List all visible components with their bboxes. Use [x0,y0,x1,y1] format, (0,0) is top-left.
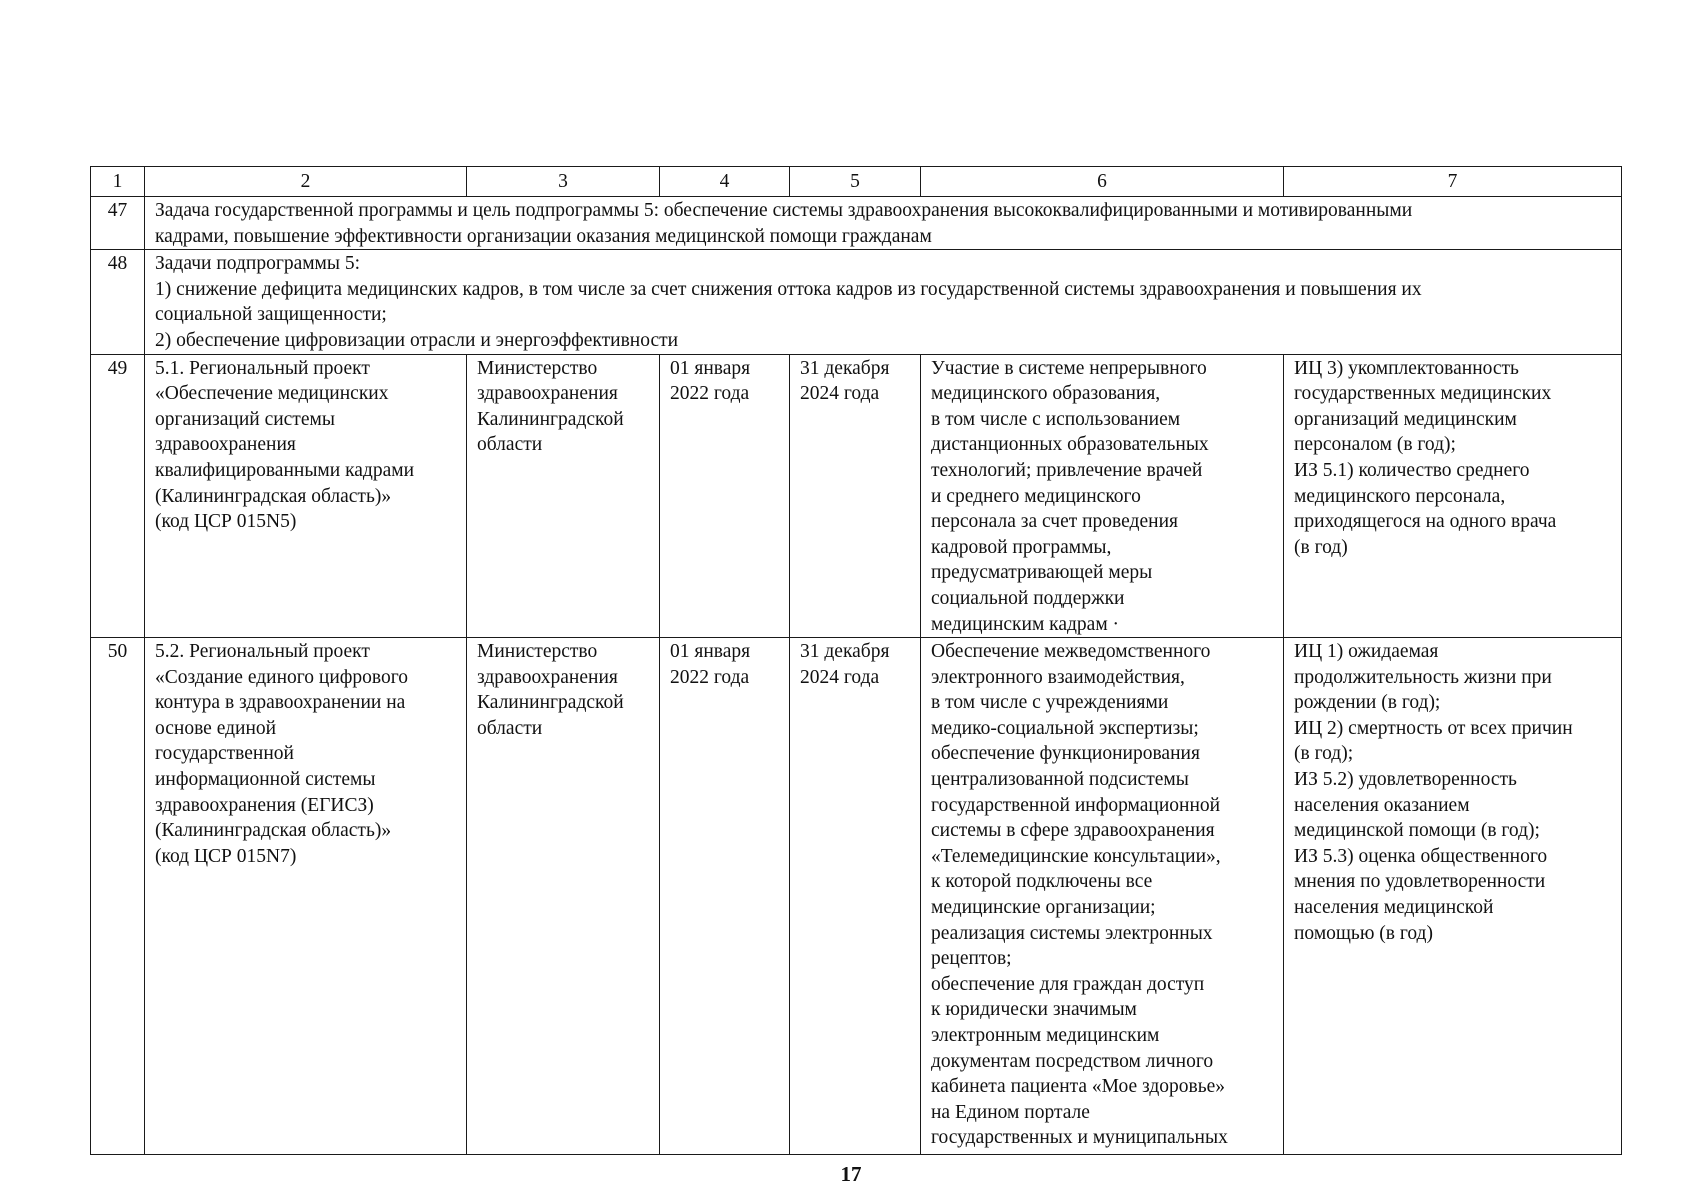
text-line: 2022 года [670,383,750,405]
text-line: «Телемедицинские консультации», [931,845,1221,867]
text-line: «Создание единого цифрового [155,666,409,688]
text-line: ИЗ 5.3) оценка общественного [1294,845,1548,867]
text-line: здравоохранения (ЕГИСЗ) [155,794,374,816]
table-row-49 [91,354,1622,638]
row-number: 48 [91,250,145,354]
text-line: электронного взаимодействия, [931,666,1185,688]
text-line: ИЦ 3) укомплектованность [1294,357,1519,379]
text-line: социальной поддержки [931,587,1125,609]
text-line: 5.2. Региональный проект [155,641,370,663]
text-line: 2024 года [800,666,880,688]
text-line: организаций системы [155,408,335,430]
project-name-cell [145,354,467,638]
text-line: организаций медицинским [1294,408,1517,430]
text-line: документам посредством личного [931,1050,1214,1072]
text-line: Обеспечение межведомственного [931,641,1211,663]
table-row-50 [91,638,1622,1155]
text-line: электронным медицинским [931,1025,1160,1046]
text-line: кабинета пациента «Мое здоровье» [931,1076,1226,1098]
text-line: 01 января [670,641,751,663]
column-number-5: 5 [790,167,921,197]
text-line: предусматривающей меры [931,562,1153,584]
text-line: персоналом (в год); [1294,434,1456,456]
text-line: государственных и муниципальных [931,1127,1228,1149]
text-line: (код ЦСР 015N7) [155,845,297,867]
text-line: 2) обеспечение цифровизации отрасли и энергоэффективности [155,329,679,351]
column-number-1: 1 [91,167,145,197]
text-line: к которой подключены все [931,871,1153,893]
text-line: Министерство [477,641,598,663]
text-line: ИЦ 1) ожидаемая [1294,641,1439,663]
text-line: «Обеспечение медицинских [155,383,389,405]
text-line: государственной информационной [931,794,1221,816]
column-number-3: 3 [467,167,660,197]
text-line: 31 декабря [800,641,890,663]
start-date-cell [660,354,790,638]
text-line: ИЗ 5.1) количество среднего [1294,459,1530,481]
text-line: 5.1. Региональный проект [155,357,370,379]
column-number-2: 2 [145,167,467,197]
text-line: ИЗ 5.2) удовлетворенность [1294,769,1517,791]
page-number: 17 [840,1162,862,1186]
text-line: технологий; привлечение врачей [931,459,1203,481]
text-line: медицинского персонала, [1294,485,1506,507]
text-line: медицинского образования, [931,383,1161,405]
indicators-cell [1284,354,1622,638]
text-line: Министерство [477,357,598,379]
text-line: области [477,717,543,739]
text-line: контура в здравоохранении на [155,692,406,714]
text-line: медико-социальной экспертизы; [931,717,1199,739]
text-line: мнения по удовлетворенности [1294,871,1546,893]
responsible-executor-cell [467,354,660,638]
text-line: 01 января [670,357,751,379]
column-number-7: 7 [1284,167,1622,197]
text-line: 2022 года [670,666,750,688]
column-number-header-row [91,167,1622,197]
text-line: 2024 года [800,383,880,405]
expected-results-cell [921,354,1284,638]
text-line: к юридически значимым [931,999,1137,1021]
text-line: продолжительность жизни при [1294,666,1552,688]
text-line: кадровой программы, [931,536,1112,558]
text-line: населения медицинской [1294,897,1494,919]
start-date-cell [660,638,790,1155]
text-line: здравоохранения [155,434,296,456]
text-line: основе единой [155,717,277,739]
text-line: (в год) [1294,536,1348,558]
text-line: (Калининградская область)» [155,485,392,507]
text-line: (Калининградская область)» [155,820,392,842]
text-line: ИЦ 2) смертность от всех причин [1294,717,1573,739]
text-line: медицинские организации; [931,897,1156,919]
table-row-47 [91,197,1622,250]
expected-results-cell [921,638,1284,1155]
end-date-cell [790,638,921,1155]
text-line: Калининградской [477,692,624,714]
document-table [90,166,1622,1155]
text-line: обеспечение для граждан доступ [931,973,1205,995]
text-line: области [477,434,543,456]
text-line: информационной системы [155,769,376,791]
text-line: квалифицированными кадрами [155,459,415,481]
text-line: (код ЦСР 015N5) [155,511,297,533]
text-line: рецептов; [931,948,1012,970]
text-line: помощью (в год) [1294,922,1433,944]
text-line: (в год); [1294,743,1354,765]
text-line: централизованной подсистемы [931,769,1189,791]
text-line: медицинской помощи (в год); [1294,820,1540,842]
text-line: государственных медицинских [1294,383,1552,405]
text-line: населения оказанием [1294,794,1470,816]
subprogram-tasks-cell [145,250,1622,354]
text-line: персонала за счет проведения [931,511,1178,533]
text-line: в том числе с учреждениями [931,692,1169,714]
indicators-cell [1284,638,1622,1155]
text-line: Участие в системе непрерывного [931,357,1207,379]
text-line: и среднего медицинского [931,485,1141,507]
program-goal-cell [145,197,1622,250]
text-line: кадрами, повышение эффективности организации оказания медицинской помощи гражданам [155,225,932,247]
text-line: системы в сфере здравоохранения [931,820,1215,842]
text-line: Калининградской [477,408,624,430]
text-line: 31 декабря [800,357,890,379]
column-number-4: 4 [660,167,790,197]
column-number-6: 6 [921,167,1284,197]
text-line: обеспечение функционирования [931,743,1200,765]
table-row-48 [91,250,1622,354]
text-line: здравоохранения [477,383,618,405]
text-line: Задачи подпрограммы 5: [155,253,361,275]
row-number: 49 [91,354,145,638]
text-line: медицинским кадрам · [931,613,1120,635]
responsible-executor-cell [467,638,660,1155]
text-line: 1) снижение дефицита медицинских кадров, в том числе за счет снижения оттока кадров из государственной системы здравоохранения и повышения их [155,278,1422,300]
text-line: государственной [155,743,294,765]
text-line: реализация системы электронных [931,922,1213,944]
text-line: рождении (в год); [1294,692,1441,714]
text-line: здравоохранения [477,666,618,688]
text-line: приходящегося на одного врача [1294,511,1557,533]
end-date-cell [790,354,921,638]
text-line: в том числе с использованием [931,408,1181,430]
text-line: дистанционных образовательных [931,434,1209,456]
row-number: 47 [91,197,145,250]
text-line: на Едином портале [931,1101,1090,1123]
text-line: Задача государственной программы и цель подпрограммы 5: обеспечение системы здравоохранения высококвалифицированными и мотивированными [155,200,1413,221]
row-number: 50 [91,638,145,1155]
text-line: социальной защищенности; [155,304,387,326]
project-name-cell [145,638,467,1155]
